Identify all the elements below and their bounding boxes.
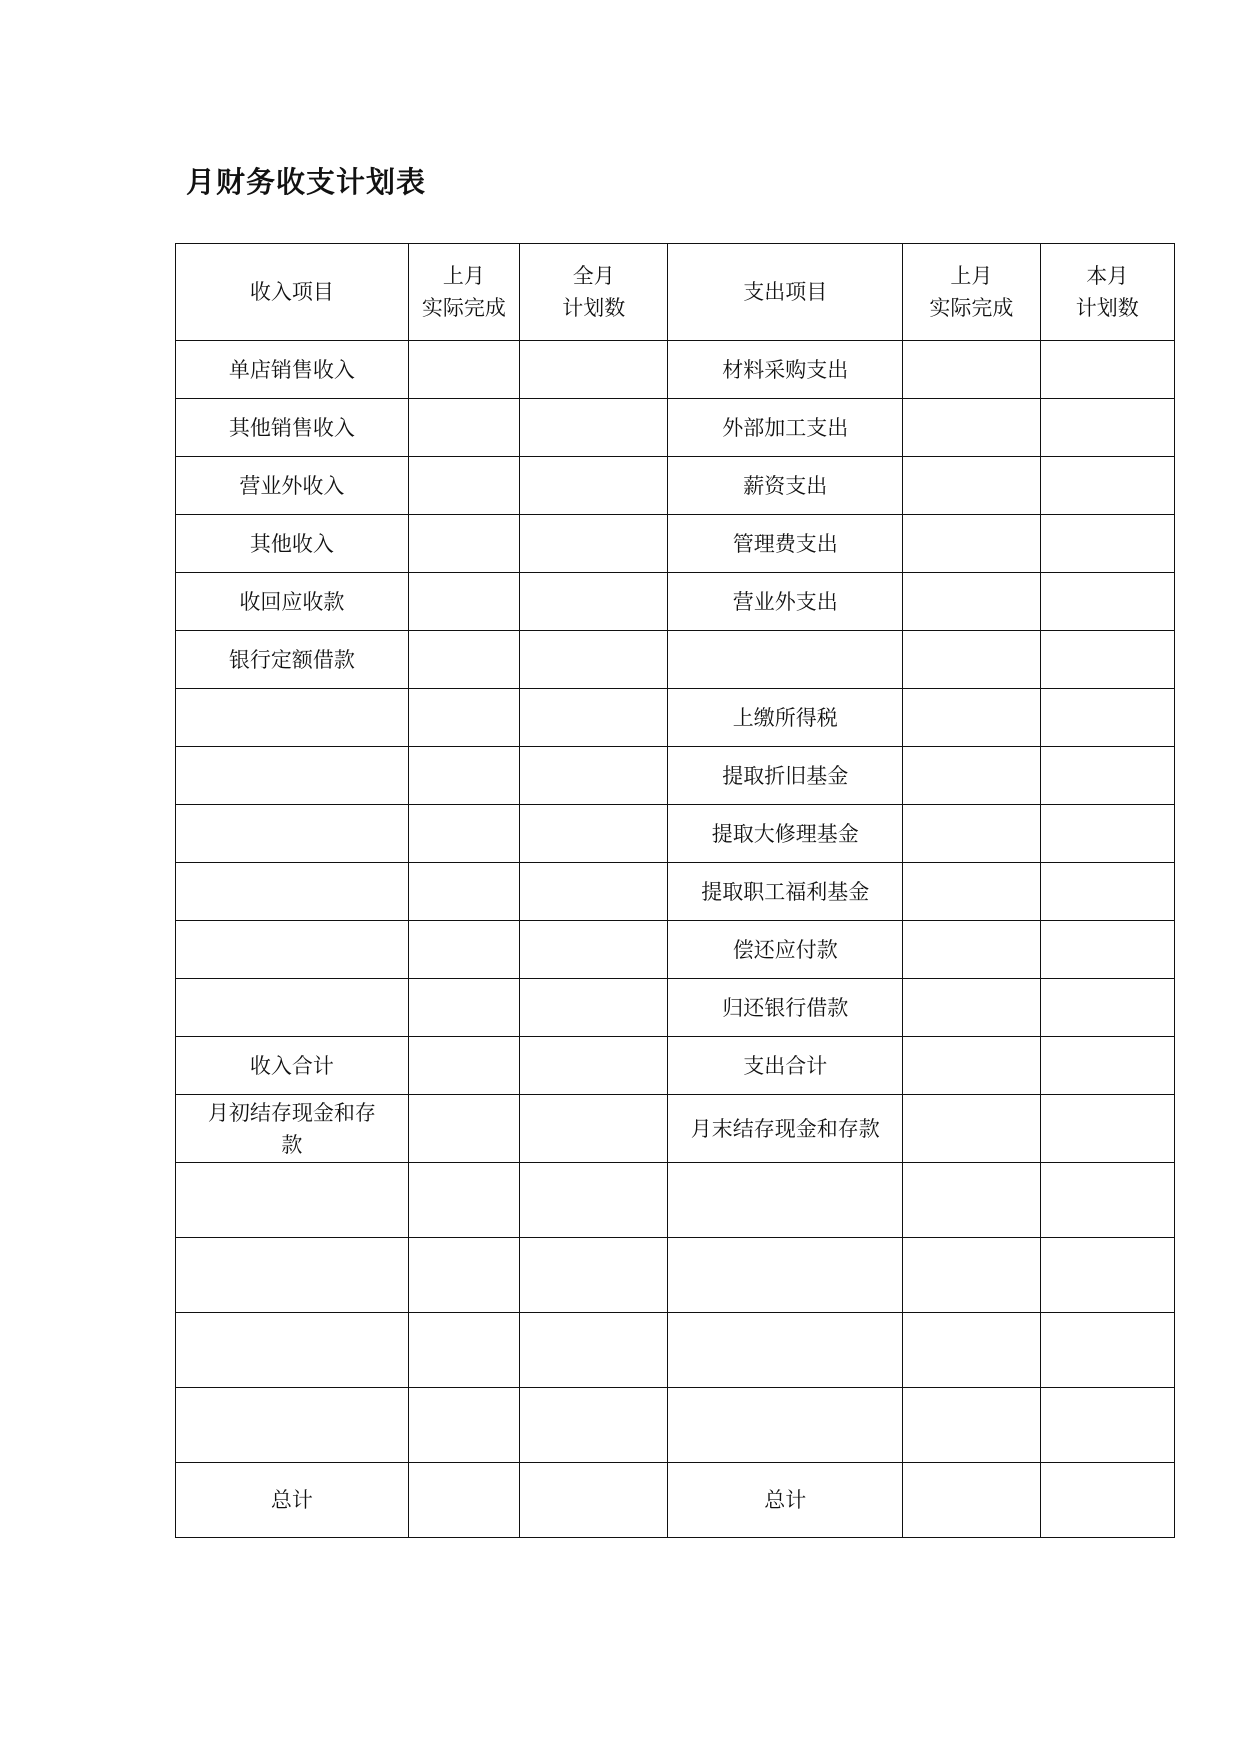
income-last-actual-cell[interactable] (408, 457, 519, 515)
expense-item-cell: 提取大修理基金 (668, 805, 903, 863)
expense-plan-cell[interactable] (1040, 1095, 1174, 1163)
expense-item-cell: 材料采购支出 (668, 341, 903, 399)
income-plan-cell[interactable] (520, 747, 668, 805)
income-last-actual-cell[interactable] (408, 1463, 519, 1538)
header-expense-last-month-actual (903, 244, 1040, 341)
income-item-cell: 单店销售收入 (176, 341, 409, 399)
income-last-actual-cell[interactable] (408, 1163, 519, 1238)
cell-line: 月初结存现金和存 (207, 1100, 376, 1125)
income-item-cell (176, 921, 409, 979)
income-plan-cell[interactable] (520, 399, 668, 457)
header-line: 计划数 (1075, 296, 1139, 320)
income-last-actual-cell[interactable] (408, 399, 519, 457)
expense-item-cell (668, 1238, 903, 1313)
header-expense-item: 支出项目 (668, 244, 903, 341)
expense-item-cell (668, 1163, 903, 1238)
expense-item-cell: 上缴所得税 (668, 689, 903, 747)
income-item-cell: 其他收入 (176, 515, 409, 573)
income-plan-cell[interactable] (520, 863, 668, 921)
expense-item-cell (668, 631, 903, 689)
income-plan-cell[interactable] (520, 1388, 668, 1463)
expense-item-cell: 提取折旧基金 (668, 747, 903, 805)
expense-last-actual-cell[interactable] (903, 1163, 1040, 1238)
income-last-actual-cell[interactable] (408, 1037, 519, 1095)
table-row (176, 1163, 1175, 1238)
table-row (176, 805, 1175, 863)
header-line: 本月 (1086, 264, 1129, 288)
header-line: 上月 (950, 264, 993, 288)
expense-plan-cell[interactable] (1040, 631, 1174, 689)
expense-last-actual-cell[interactable] (903, 515, 1040, 573)
expense-last-actual-cell[interactable] (903, 863, 1040, 921)
income-item-cell (176, 689, 409, 747)
header-income-month-plan (520, 244, 668, 341)
expense-item-cell (668, 1313, 903, 1388)
expense-item-cell: 提取职工福利基金 (668, 863, 903, 921)
table-row (176, 399, 1175, 457)
income-plan-cell[interactable] (520, 1095, 668, 1163)
income-plan-cell[interactable] (520, 1238, 668, 1313)
expense-plan-cell[interactable] (1040, 341, 1174, 399)
expense-last-actual-cell[interactable] (903, 399, 1040, 457)
expense-last-actual-cell[interactable] (903, 341, 1040, 399)
income-plan-cell[interactable] (520, 805, 668, 863)
income-plan-cell[interactable] (520, 1313, 668, 1388)
expense-item-cell: 外部加工支出 (668, 399, 903, 457)
expense-last-actual-cell[interactable] (903, 689, 1040, 747)
table-row (176, 457, 1175, 515)
income-item-cell (176, 1388, 409, 1463)
income-last-actual-cell[interactable] (408, 747, 519, 805)
income-plan-cell[interactable] (520, 1163, 668, 1238)
income-item-cell: 收回应收款 (176, 573, 409, 631)
income-last-actual-cell[interactable] (408, 863, 519, 921)
table-row-balance (176, 1095, 1175, 1163)
expense-plan-cell[interactable] (1040, 1238, 1174, 1313)
table-row (176, 921, 1175, 979)
expense-item-cell: 薪资支出 (668, 457, 903, 515)
expense-item-cell: 管理费支出 (668, 515, 903, 573)
table-row (176, 1238, 1175, 1313)
income-last-actual-cell[interactable] (408, 689, 519, 747)
table-row (176, 1313, 1175, 1388)
expense-last-actual-cell[interactable] (903, 921, 1040, 979)
expense-total-label: 支出合计 (668, 1037, 903, 1095)
expense-plan-cell[interactable] (1040, 1463, 1174, 1538)
expense-last-actual-cell[interactable] (903, 573, 1040, 631)
table-row (176, 631, 1175, 689)
income-item-cell (176, 1238, 409, 1313)
income-plan-cell[interactable] (520, 573, 668, 631)
income-item-cell: 银行定额借款 (176, 631, 409, 689)
income-grand-total-label: 总计 (176, 1463, 409, 1538)
expense-last-actual-cell[interactable] (903, 805, 1040, 863)
table-row (176, 747, 1175, 805)
income-item-cell (176, 1313, 409, 1388)
header-income-item: 收入项目 (176, 244, 409, 341)
income-plan-cell[interactable] (520, 979, 668, 1037)
expense-item-cell: 偿还应付款 (668, 921, 903, 979)
expense-last-actual-cell[interactable] (903, 631, 1040, 689)
header-line: 实际完成 (421, 296, 506, 320)
table-row-grand-total (176, 1463, 1175, 1538)
expense-item-cell: 归还银行借款 (668, 979, 903, 1037)
expense-plan-cell[interactable] (1040, 1163, 1174, 1238)
income-plan-cell[interactable] (520, 1037, 668, 1095)
income-plan-cell[interactable] (520, 457, 668, 515)
expense-last-actual-cell[interactable] (903, 1037, 1040, 1095)
expense-last-actual-cell[interactable] (903, 747, 1040, 805)
income-expense-plan-table (175, 243, 1175, 1538)
income-last-actual-cell[interactable] (408, 1388, 519, 1463)
income-plan-cell[interactable] (520, 921, 668, 979)
income-item-cell (176, 805, 409, 863)
income-last-actual-cell[interactable] (408, 979, 519, 1037)
expense-plan-cell[interactable] (1040, 399, 1174, 457)
expense-plan-cell[interactable] (1040, 1037, 1174, 1095)
header-line: 上月 (442, 264, 485, 288)
income-last-actual-cell[interactable] (408, 1313, 519, 1388)
expense-plan-cell[interactable] (1040, 921, 1174, 979)
expense-last-actual-cell[interactable] (903, 457, 1040, 515)
table-row (176, 573, 1175, 631)
header-expense-this-month-plan (1040, 244, 1174, 341)
expense-plan-cell[interactable] (1040, 863, 1174, 921)
expense-item-cell: 营业外支出 (668, 573, 903, 631)
expense-plan-cell[interactable] (1040, 979, 1174, 1037)
expense-plan-cell[interactable] (1040, 457, 1174, 515)
income-last-actual-cell[interactable] (408, 573, 519, 631)
table-header-row (176, 244, 1175, 341)
expense-last-actual-cell[interactable] (903, 1388, 1040, 1463)
income-last-actual-cell[interactable] (408, 1238, 519, 1313)
income-item-cell (176, 747, 409, 805)
income-last-actual-cell[interactable] (408, 805, 519, 863)
expense-last-actual-cell[interactable] (903, 1463, 1040, 1538)
expense-plan-cell[interactable] (1040, 747, 1174, 805)
document-title: 月财务收支计划表 (186, 165, 427, 199)
income-plan-cell[interactable] (520, 689, 668, 747)
expense-plan-cell[interactable] (1040, 689, 1174, 747)
income-plan-cell[interactable] (520, 341, 668, 399)
table-row (176, 1388, 1175, 1463)
opening-balance-label (176, 1095, 409, 1163)
expense-item-cell (668, 1388, 903, 1463)
table-row (176, 979, 1175, 1037)
expense-last-actual-cell[interactable] (903, 1313, 1040, 1388)
table-row-subtotal (176, 1037, 1175, 1095)
income-item-cell: 其他销售收入 (176, 399, 409, 457)
expense-last-actual-cell[interactable] (903, 1095, 1040, 1163)
income-plan-cell[interactable] (520, 1463, 668, 1538)
income-total-label: 收入合计 (176, 1037, 409, 1095)
income-last-actual-cell[interactable] (408, 1095, 519, 1163)
header-income-last-month-actual (408, 244, 519, 341)
expense-grand-total-label: 总计 (668, 1463, 903, 1538)
expense-plan-cell[interactable] (1040, 515, 1174, 573)
expense-plan-cell[interactable] (1040, 1313, 1174, 1388)
header-line: 实际完成 (929, 296, 1014, 320)
expense-plan-cell[interactable] (1040, 1388, 1174, 1463)
expense-last-actual-cell[interactable] (903, 1238, 1040, 1313)
expense-plan-cell[interactable] (1040, 573, 1174, 631)
income-last-actual-cell[interactable] (408, 515, 519, 573)
table-row (176, 341, 1175, 399)
income-item-cell (176, 1163, 409, 1238)
cell-line: 款 (281, 1132, 303, 1157)
header-line: 全月 (572, 264, 615, 288)
table-row (176, 863, 1175, 921)
income-last-actual-cell[interactable] (408, 921, 519, 979)
income-plan-cell[interactable] (520, 631, 668, 689)
expense-last-actual-cell[interactable] (903, 979, 1040, 1037)
income-item-cell (176, 863, 409, 921)
closing-balance-label: 月末结存现金和存款 (668, 1095, 903, 1163)
income-last-actual-cell[interactable] (408, 341, 519, 399)
table-row (176, 689, 1175, 747)
header-line: 计划数 (562, 296, 626, 320)
income-item-cell (176, 979, 409, 1037)
income-item-cell: 营业外收入 (176, 457, 409, 515)
expense-plan-cell[interactable] (1040, 805, 1174, 863)
income-plan-cell[interactable] (520, 515, 668, 573)
table-row (176, 515, 1175, 573)
income-last-actual-cell[interactable] (408, 631, 519, 689)
